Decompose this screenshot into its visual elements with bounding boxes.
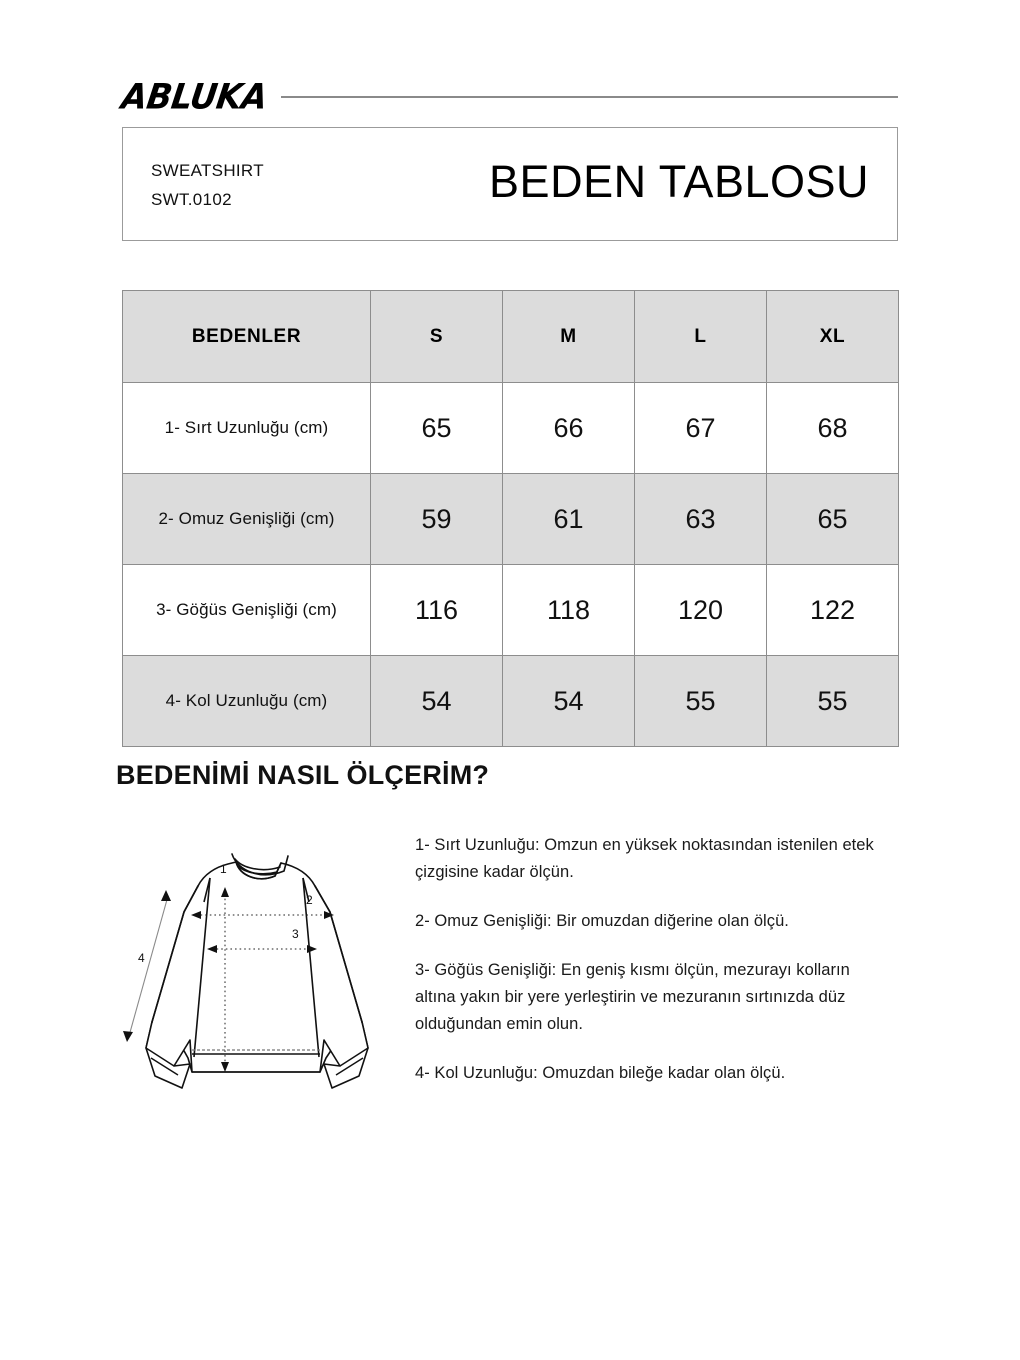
how-to-measure-heading: BEDENİMİ NASIL ÖLÇERİM? [116, 760, 490, 790]
size-table [122, 290, 899, 747]
header-divider-rule [281, 96, 898, 98]
cell-value: 54 [503, 656, 635, 747]
cell-value: 67 [635, 383, 767, 474]
cell-value: 68 [767, 383, 899, 474]
row-label: 3- Göğüs Genişliği (cm) [123, 565, 371, 656]
table-row [123, 383, 899, 474]
instruction-item: 4- Kol Uzunluğu: Omuzdan bileğe kadar olan ölçü. [415, 1064, 786, 1082]
diagram-marker-2: 2 [306, 893, 313, 907]
cell-value: 66 [503, 383, 635, 474]
instruction-item: 2- Omuz Genişliği: Bir omuzdan diğerine olan ölçü. [415, 912, 789, 930]
column-header-m: M [503, 291, 635, 383]
cell-value: 118 [503, 565, 635, 656]
product-meta [151, 156, 264, 214]
instruction-item: 3- Göğüs Genişliği: En geniş kısmı ölçün, mezurayı kolların altına yakın bir yere yerleştirin ve mezuranın sırtınızda düz olduğundan emin olun. [415, 961, 850, 1033]
table-row [123, 474, 899, 565]
table-row [123, 565, 899, 656]
column-header-s: S [371, 291, 503, 383]
document-title-box [122, 127, 898, 241]
instruction-item: 1- Sırt Uzunluğu: Omzun en yüksek noktasından istenilen etek çizgisine kadar ölçün. [415, 836, 874, 881]
product-type: SWEATSHIRT [151, 161, 264, 180]
cell-value: 122 [767, 565, 899, 656]
cell-value: 63 [635, 474, 767, 565]
table-header-row [123, 291, 899, 383]
page-title: BEDEN TABLOSU [489, 156, 869, 207]
cell-value: 54 [371, 656, 503, 747]
row-label: 2- Omuz Genişliği (cm) [123, 474, 371, 565]
arrowhead [123, 1031, 133, 1042]
cell-value: 55 [767, 656, 899, 747]
measurement-instructions [415, 832, 883, 1087]
row-label: 1- Sırt Uzunluğu (cm) [123, 383, 371, 474]
column-header-l: L [635, 291, 767, 383]
cell-value: 116 [371, 565, 503, 656]
product-code: SWT.0102 [151, 190, 232, 209]
cell-value: 65 [767, 474, 899, 565]
column-header-sizes: BEDENLER [123, 291, 371, 383]
arrowhead [161, 890, 171, 901]
brand-header [119, 75, 898, 117]
table-row [123, 656, 899, 747]
cell-value: 61 [503, 474, 635, 565]
cell-value: 59 [371, 474, 503, 565]
cell-value: 55 [635, 656, 767, 747]
sweatshirt-diagram [112, 826, 402, 1108]
diagram-marker-4: 4 [138, 951, 145, 965]
row-label: 4- Kol Uzunluğu (cm) [123, 656, 371, 747]
abluka-logo: ABLUKA [119, 75, 270, 117]
diagram-marker-3: 3 [292, 927, 299, 941]
column-header-xl: XL [767, 291, 899, 383]
cell-value: 65 [371, 383, 503, 474]
cell-value: 120 [635, 565, 767, 656]
diagram-marker-1: 1 [220, 862, 227, 876]
